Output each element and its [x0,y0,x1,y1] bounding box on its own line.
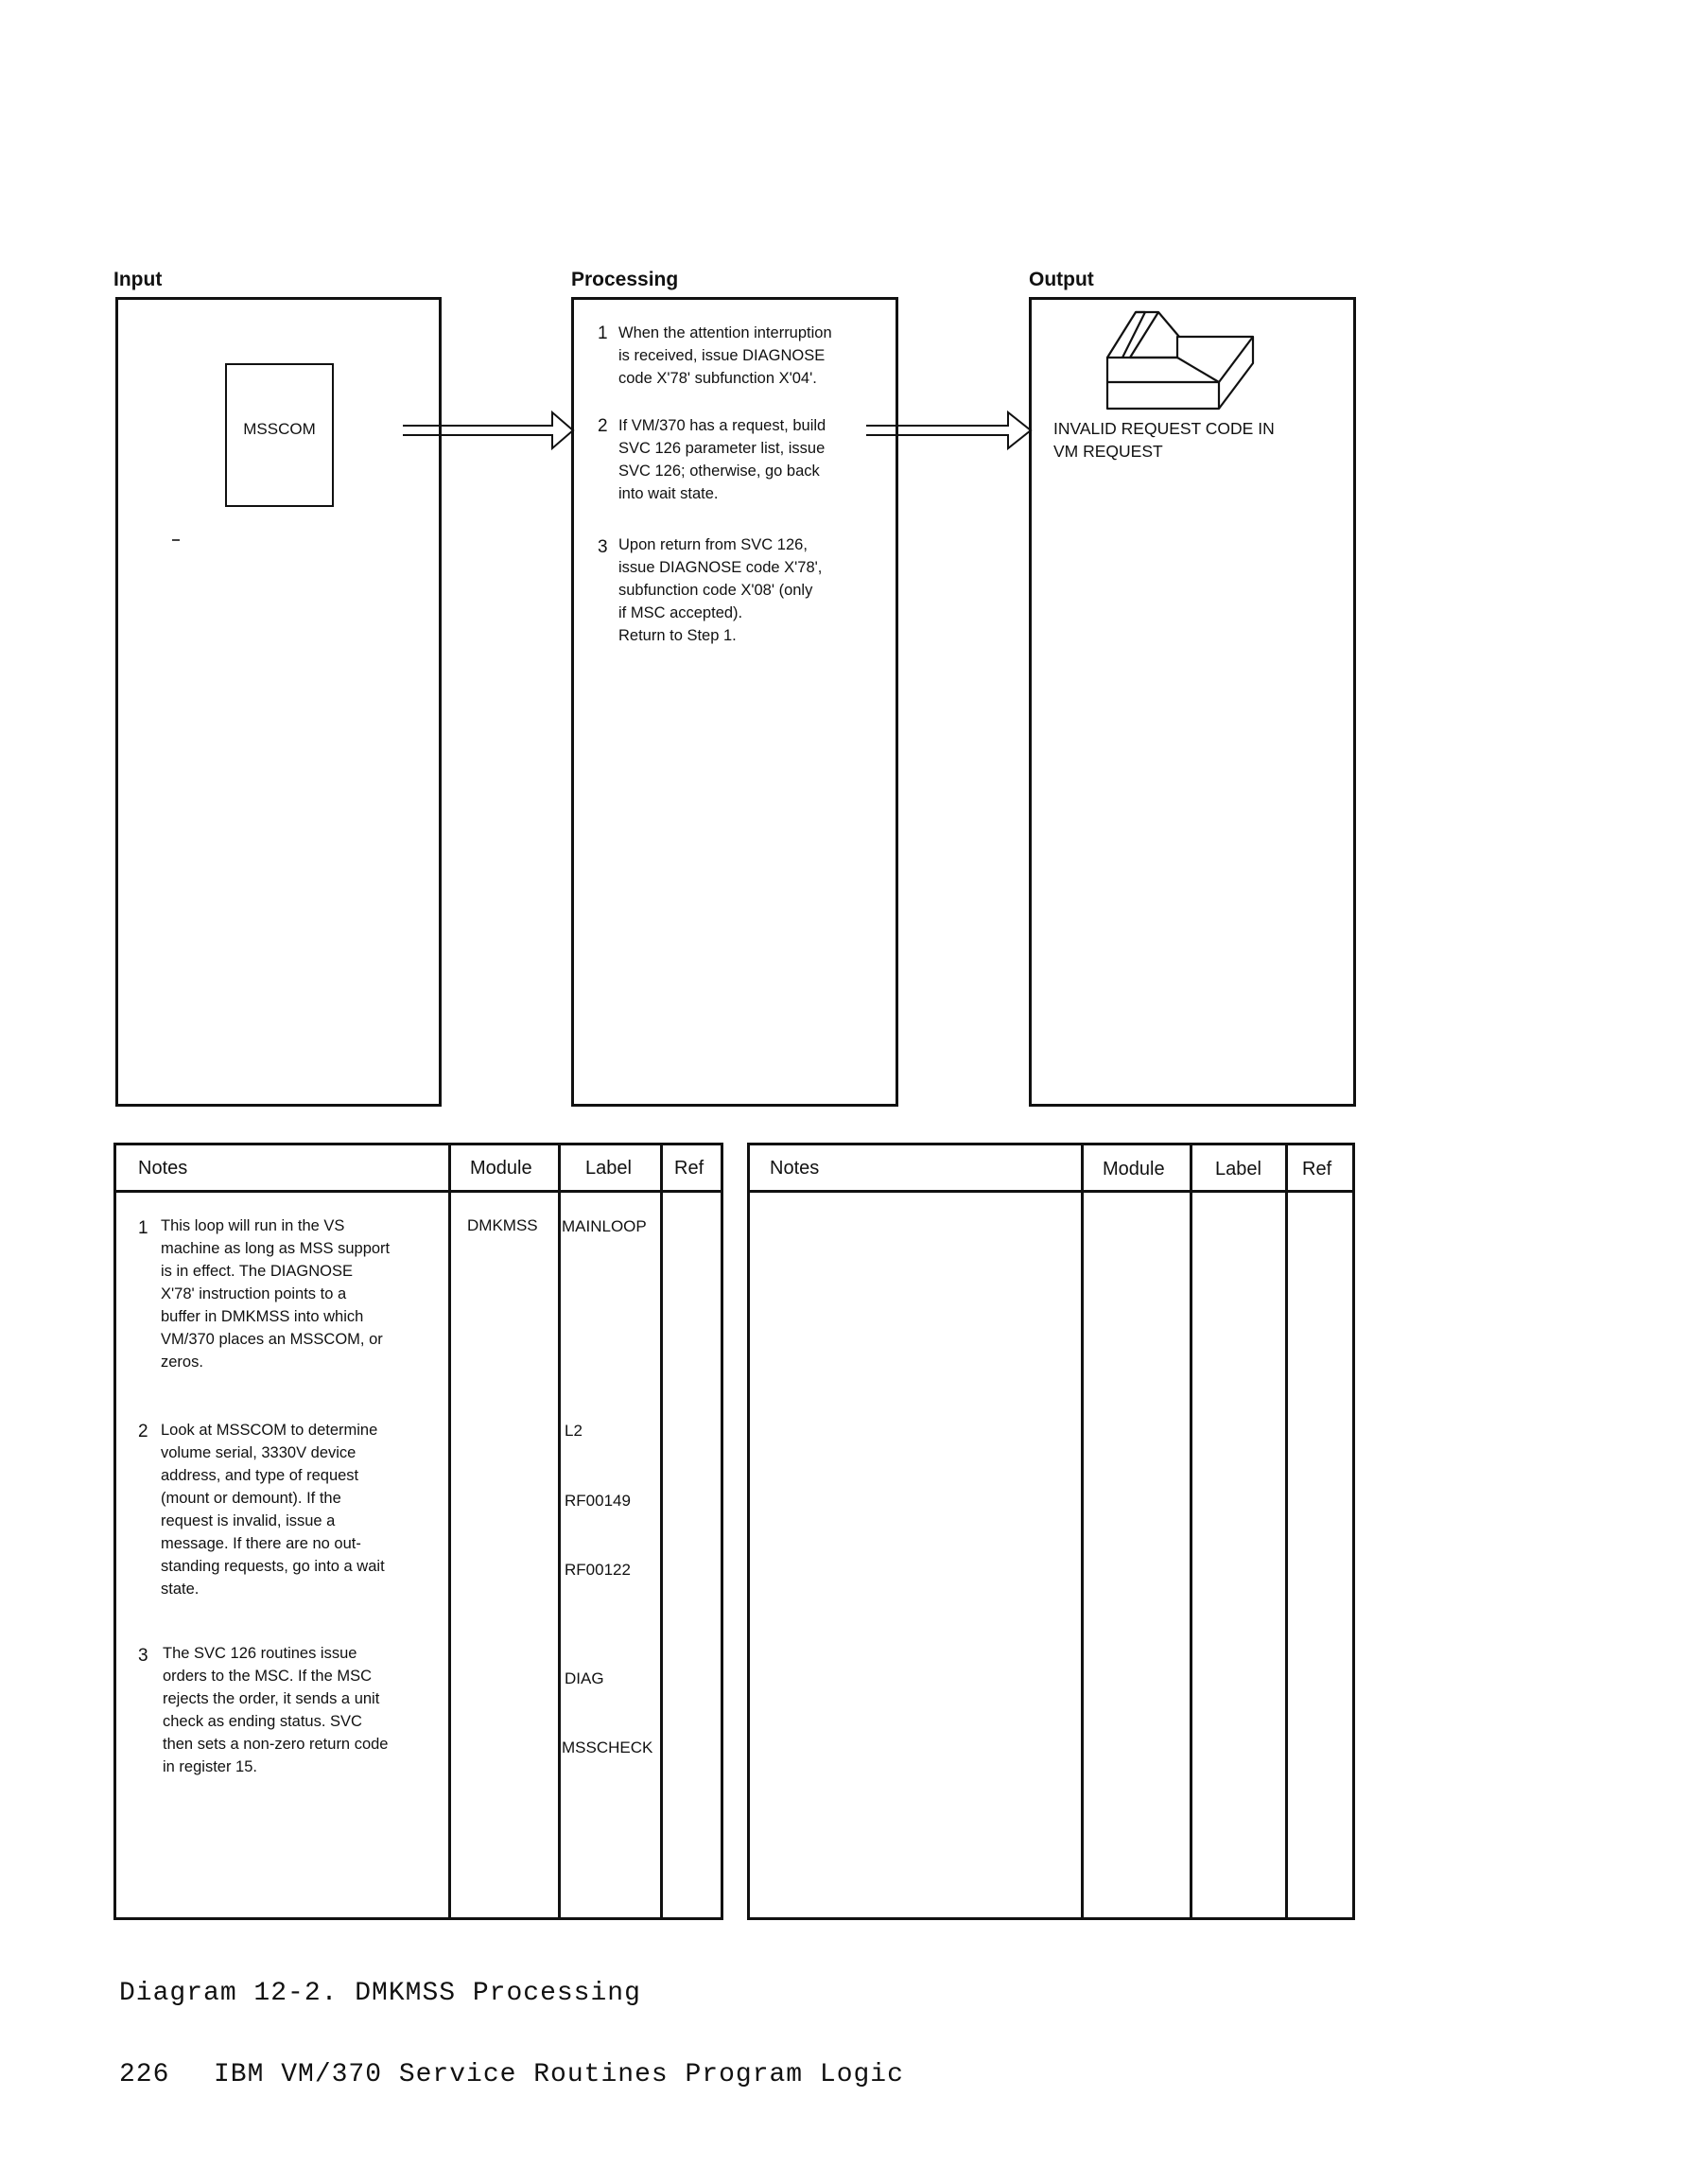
label-diag: DIAG [565,1669,604,1687]
right-ref-header: Ref [1302,1159,1332,1179]
right-module-header: Module [1103,1159,1165,1179]
output-heading: Output [1029,269,1094,290]
module-dmkmss: DMKMSS [467,1216,538,1234]
left-table-divider-3 [660,1143,663,1920]
input-heading: Input [113,269,163,290]
note-3-text: The SVC 126 routines issue orders to the MSC. If the MSC rejects the order, it sends a unit check as ending status. SVC then sets a non-zero return code in register 15. [163,1645,389,1775]
document-title: IBM VM/370 Service Routines Program Logic [214,2060,904,2089]
left-label-header: Label [585,1158,632,1179]
right-table-divider-3 [1285,1143,1288,1920]
online-display-icon [1102,301,1262,414]
label-rf00149: RF00149 [565,1492,631,1510]
left-table-divider-1 [448,1143,451,1920]
output-text: INVALID REQUEST CODE IN VM REQUEST [1053,419,1275,461]
stray-mark [172,539,180,541]
msscom-label: MSSCOM [243,420,316,438]
right-label-header: Label [1215,1159,1261,1179]
right-table-divider-1 [1081,1143,1084,1920]
diagram-caption: Diagram 12-2. DMKMSS Processing [119,1979,641,2008]
step-3-number: 3 [598,537,608,557]
msscom-document [225,363,334,507]
right-notes-header: Notes [770,1158,820,1179]
left-module-header: Module [470,1158,532,1179]
label-mainloop: MAINLOOP [562,1217,647,1235]
left-table-header-rule [113,1190,723,1193]
left-table-divider-2 [558,1143,561,1920]
input-to-processing-arrow [401,407,577,454]
step-1-number: 1 [598,323,608,343]
label-msscheck: MSSCHECK [562,1738,653,1756]
label-rf00122: RF00122 [565,1561,631,1579]
right-table-header-rule [747,1190,1355,1193]
note-3-number: 3 [138,1646,148,1666]
right-notes-table [747,1143,1355,1920]
note-2-number: 2 [138,1422,148,1441]
processing-to-output-arrow [864,407,1035,454]
note-2-text: Look at MSSCOM to determine volume serial, 3330V device address, and type of request (mount or demount). If the request is invalid, issue a message. If there are no out- standing requests, go into a wait state. [161,1422,385,1598]
note-1-text: This loop will run in the VS machine as long as MSS support is in effect. The DIAGNOSE X'78' instruction points to a buffer in DMKMSS into which VM/370 places an MSSCOM, or zeros. [161,1217,391,1371]
label-l2: L2 [565,1422,583,1440]
processing-heading: Processing [571,269,679,290]
step-1-text: When the attention interruption is received, issue DIAGNOSE code X'78' subfunction X'04'. [618,324,832,387]
step-3-text: Upon return from SVC 126, issue DIAGNOSE code X'78', subfunction code X'08' (only if MSC accepted). Return to Step 1. [618,536,823,644]
note-1-number: 1 [138,1218,148,1238]
step-2-number: 2 [598,416,608,436]
page-number: 226 [119,2060,170,2089]
left-notes-header: Notes [138,1158,188,1179]
step-2-text: If VM/370 has a request, build SVC 126 parameter list, issue SVC 126; otherwise, go back into wait state. [618,417,826,502]
right-table-divider-2 [1190,1143,1192,1920]
left-ref-header: Ref [674,1158,704,1179]
